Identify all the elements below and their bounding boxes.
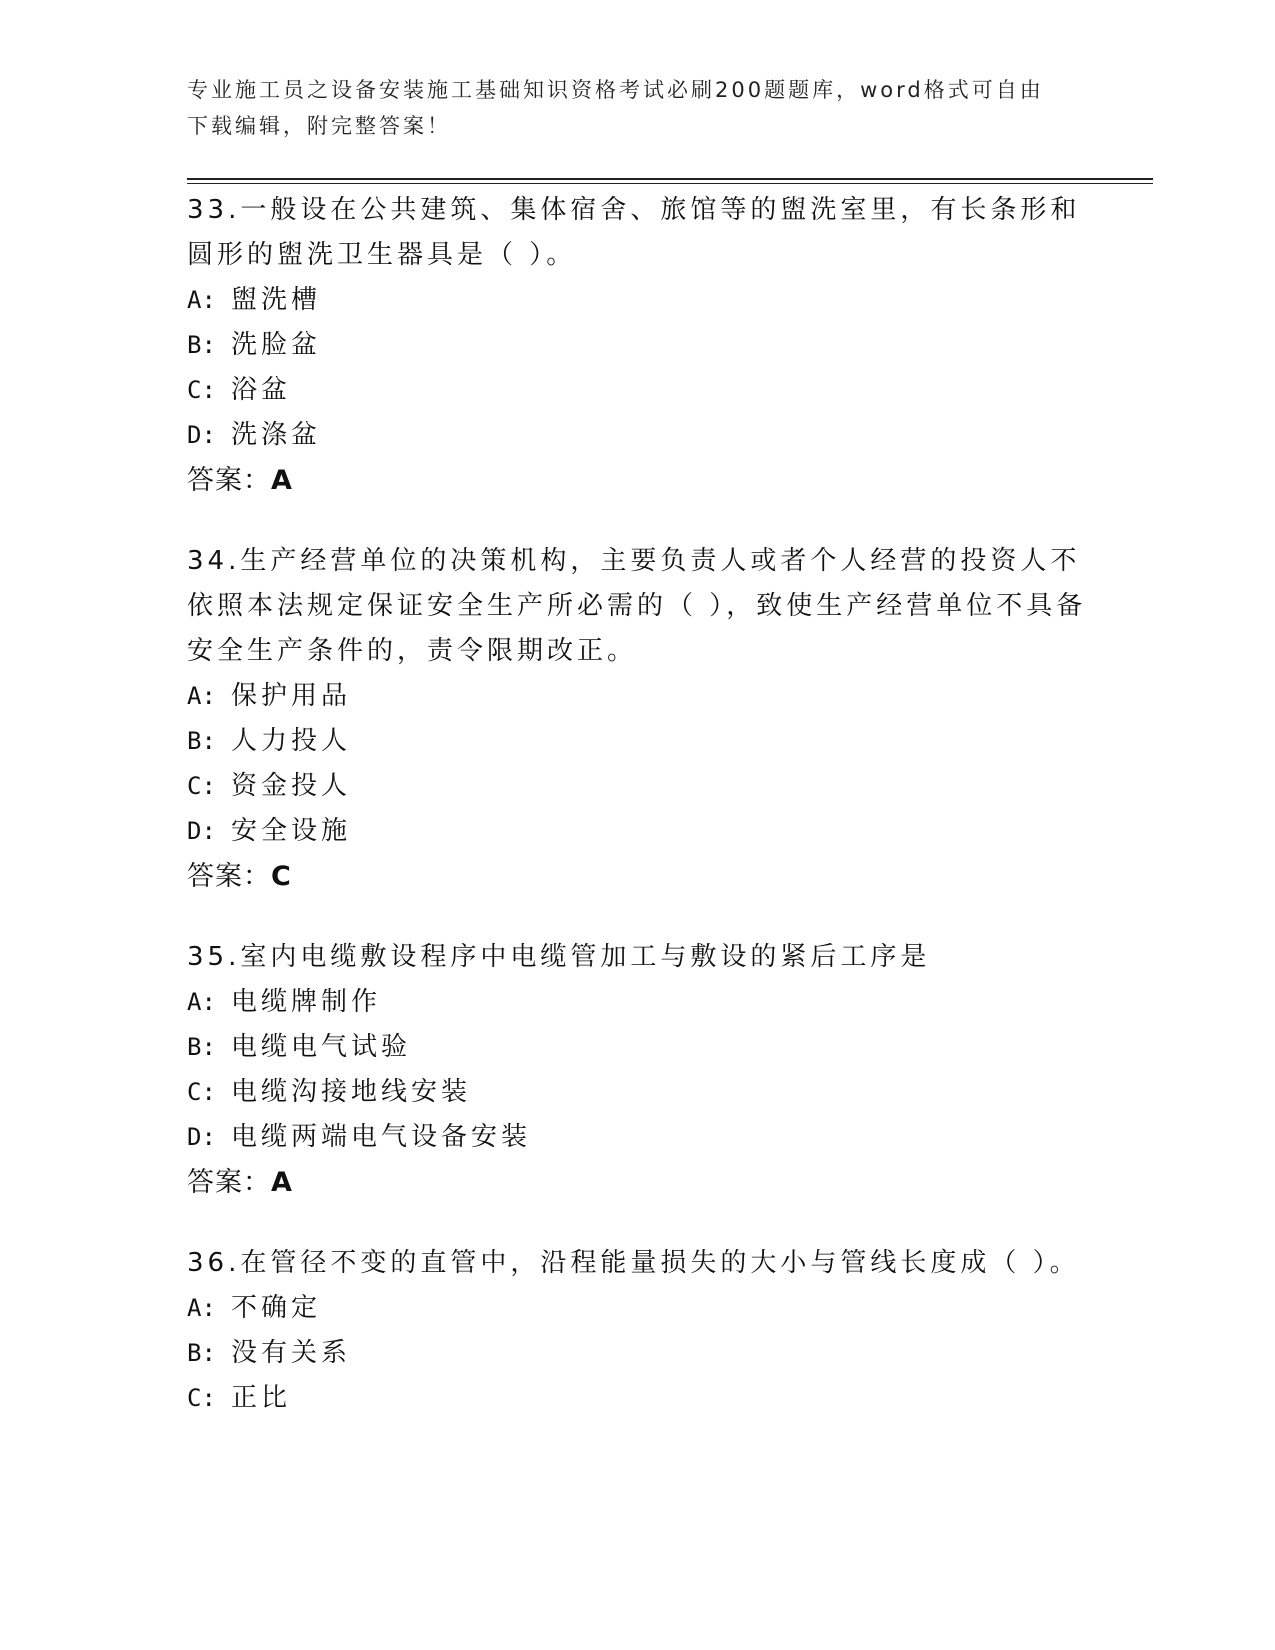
answer-value: A xyxy=(271,465,293,496)
option-text: 电缆牌制作 xyxy=(231,987,382,1017)
option-key: A: xyxy=(187,1294,216,1322)
option-d xyxy=(187,413,1087,458)
option-key: A: xyxy=(187,286,216,314)
question-text: 33.一般设在公共建筑、集体宿舍、旅馆等的盥洗室里，有长条形和圆形的盥洗卫生器具是（ ）。 xyxy=(187,195,1081,270)
option-key: A: xyxy=(187,988,216,1016)
question-36 xyxy=(187,1241,1087,1421)
option-text: 浴盆 xyxy=(231,375,292,405)
question-text: 36.在管径不变的直管中，沿程能量损失的大小与管线长度成（ ）。 xyxy=(187,1248,1080,1278)
option-text: 资金投人 xyxy=(231,771,352,801)
option-key: A: xyxy=(187,682,216,710)
option-d xyxy=(187,809,1087,854)
option-key: B: xyxy=(187,1033,216,1061)
option-key: C: xyxy=(187,1078,216,1106)
option-text: 正比 xyxy=(231,1383,292,1413)
option-text: 不确定 xyxy=(231,1293,322,1323)
answer-value: A xyxy=(271,1167,293,1198)
answer-label: 答案： xyxy=(187,465,271,496)
option-a xyxy=(187,674,1087,719)
option-c xyxy=(187,1376,1087,1421)
option-text: 盥洗槽 xyxy=(231,285,322,315)
answer xyxy=(187,458,1087,503)
option-b xyxy=(187,1331,1087,1376)
option-text: 人力投人 xyxy=(231,726,352,756)
option-key: C: xyxy=(187,772,216,800)
option-key: C: xyxy=(187,376,216,404)
document-header: 专业施工员之设备安装施工基础知识资格考试必刷200题题库，word格式可自由下载编辑，附完整答案！ xyxy=(187,78,1044,138)
option-c xyxy=(187,368,1087,413)
option-a xyxy=(187,980,1087,1025)
answer-label: 答案： xyxy=(187,861,271,892)
option-key: C: xyxy=(187,1384,216,1412)
option-c xyxy=(187,1070,1087,1115)
option-text: 洗涤盆 xyxy=(231,420,322,450)
option-text: 电缆沟接地线安装 xyxy=(231,1077,472,1107)
question-text: 35.室内电缆敷设程序中电缆管加工与敷设的紧后工序是 xyxy=(187,942,931,972)
answer-label: 答案： xyxy=(187,1167,271,1198)
question-33 xyxy=(187,188,1087,503)
question-list xyxy=(187,188,1087,1457)
answer xyxy=(187,854,1087,899)
option-text: 安全设施 xyxy=(231,816,352,846)
question-text: 34.生产经营单位的决策机构，主要负责人或者个人经营的投资人不依照本法规定保证安全生产所必需的（ ），致使生产经营单位不具备安全生产条件的，责令限期改正。 xyxy=(187,546,1087,666)
answer-value: C xyxy=(271,861,292,892)
option-key: D: xyxy=(187,817,216,845)
answer xyxy=(187,1160,1087,1205)
question-34 xyxy=(187,539,1087,899)
option-d xyxy=(187,1115,1087,1160)
option-text: 没有关系 xyxy=(231,1338,352,1368)
question-35 xyxy=(187,935,1087,1205)
option-b xyxy=(187,323,1087,368)
option-text: 电缆电气试验 xyxy=(231,1032,412,1062)
option-b xyxy=(187,719,1087,764)
option-key: D: xyxy=(187,421,216,449)
option-key: B: xyxy=(187,1339,216,1367)
option-a xyxy=(187,278,1087,323)
option-key: D: xyxy=(187,1123,216,1151)
option-text: 洗脸盆 xyxy=(231,330,322,360)
option-text: 保护用品 xyxy=(231,681,352,711)
header-divider xyxy=(187,178,1153,184)
option-a xyxy=(187,1286,1087,1331)
option-key: B: xyxy=(187,331,216,359)
option-b xyxy=(187,1025,1087,1070)
option-c xyxy=(187,764,1087,809)
option-text: 电缆两端电气设备安装 xyxy=(231,1122,532,1152)
option-key: B: xyxy=(187,727,216,755)
